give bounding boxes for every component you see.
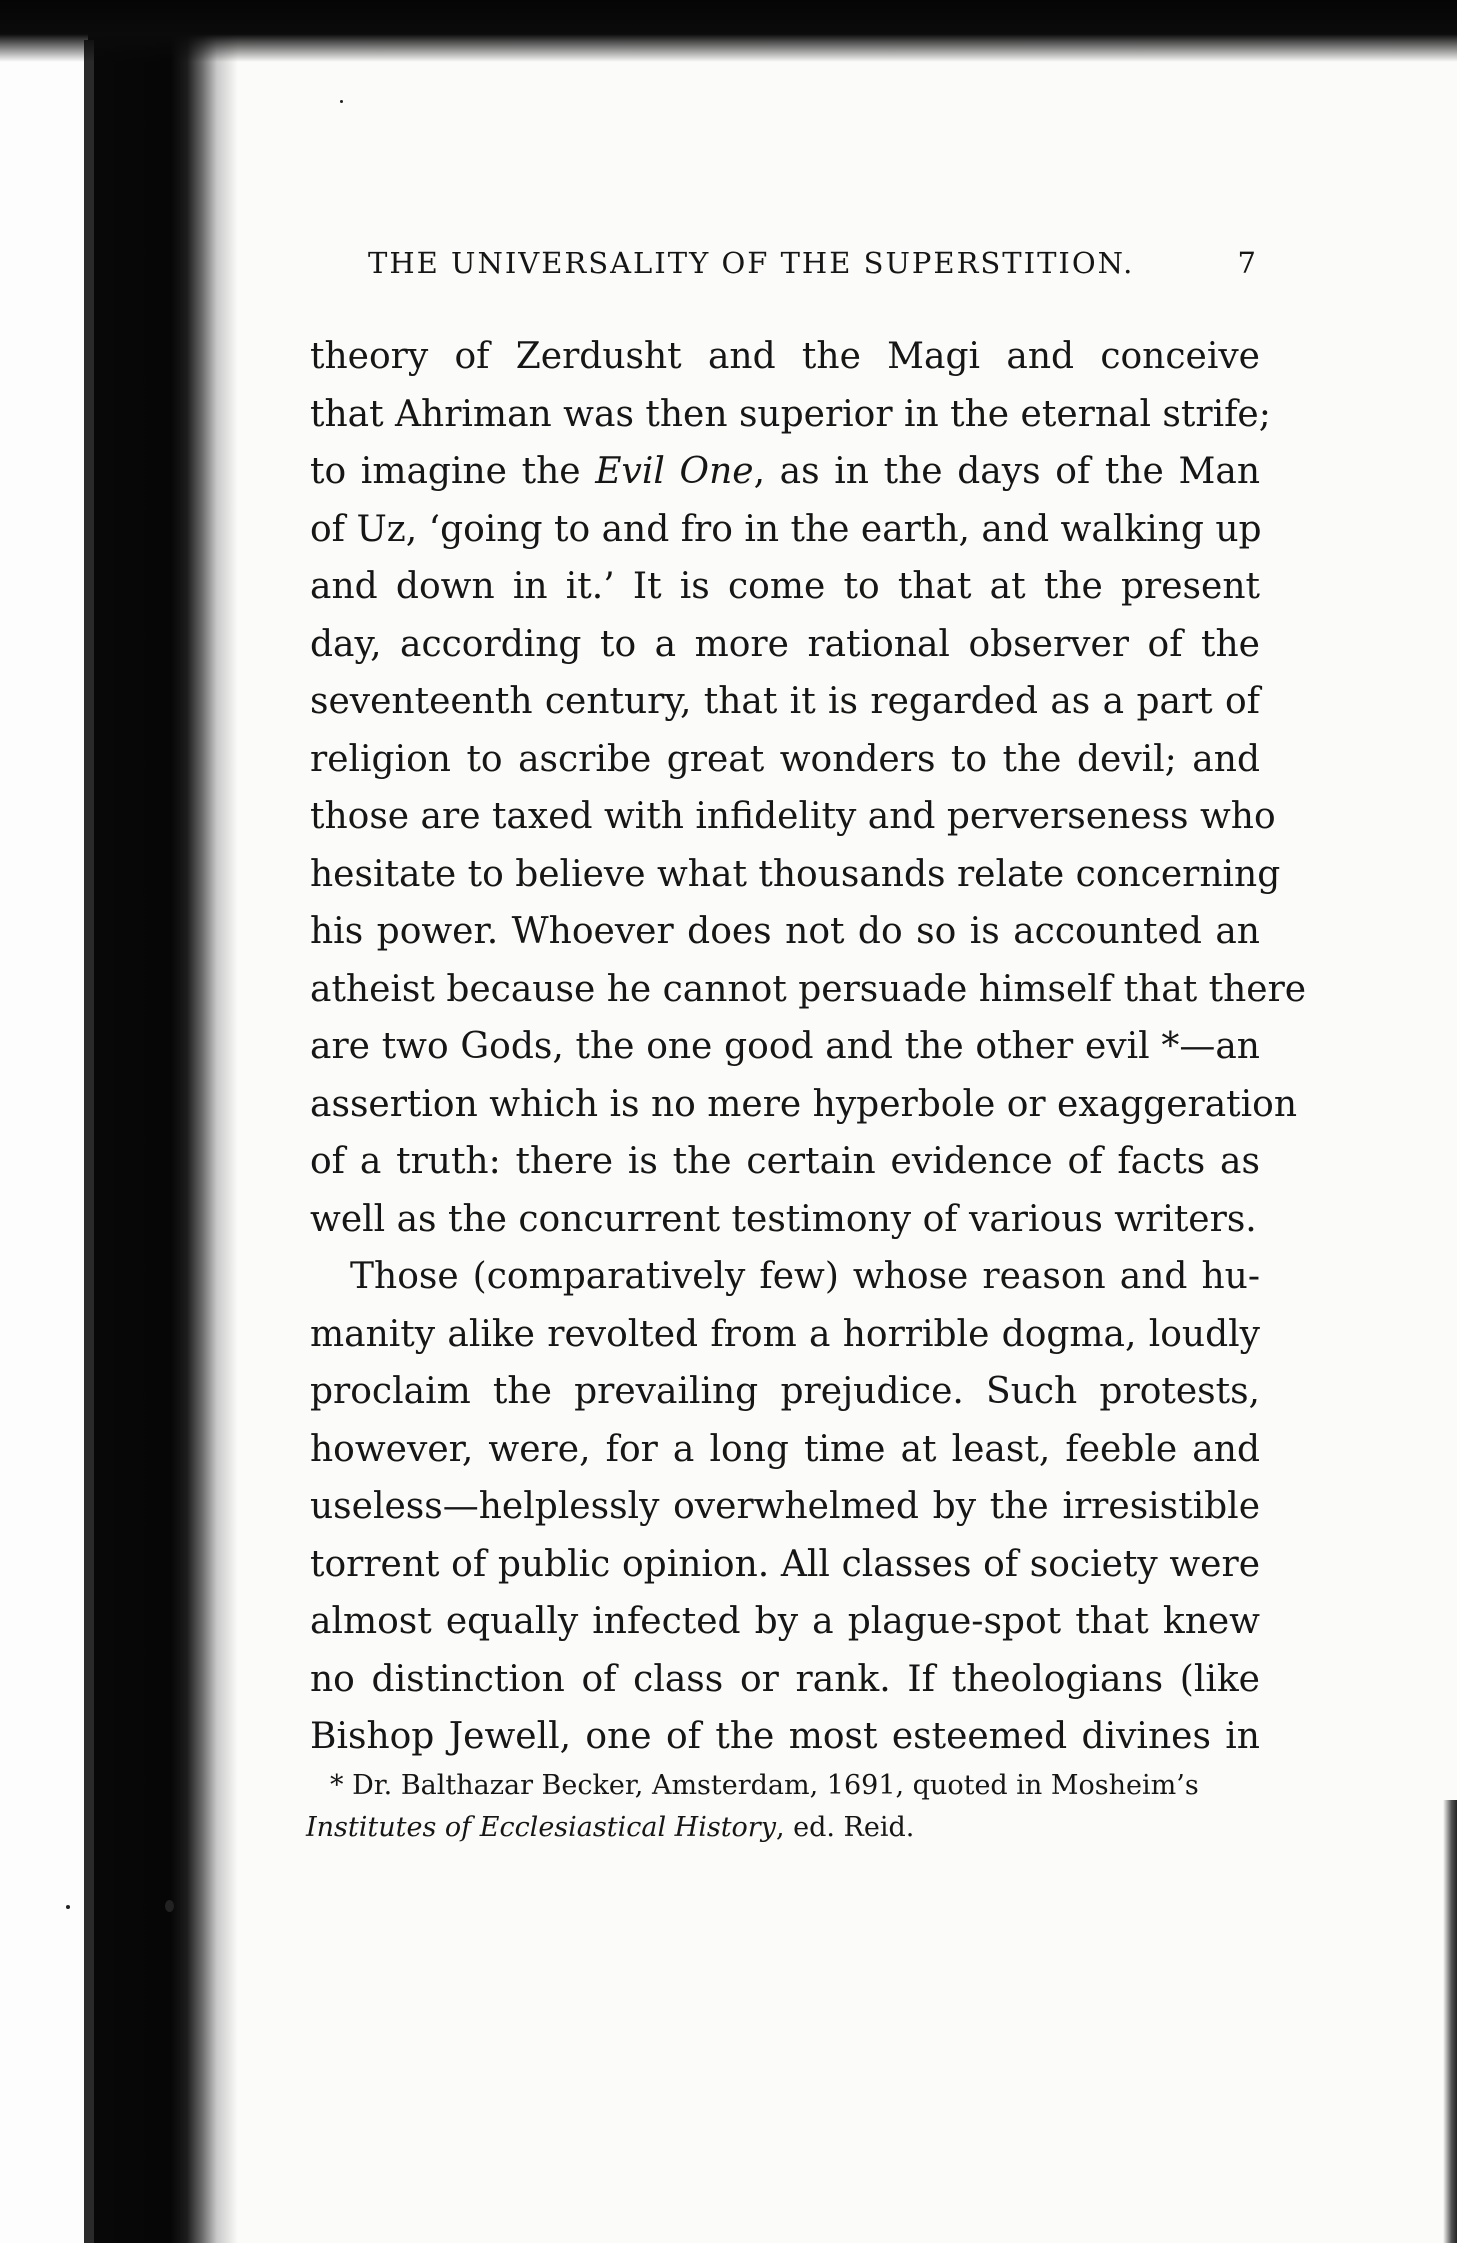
text-run: , as in the days of the Man xyxy=(753,451,1260,492)
text-line: seventeenth century, that it is regarded as a part of xyxy=(310,681,1260,722)
footnote xyxy=(306,1765,1260,1849)
footnote-line xyxy=(306,1807,1260,1849)
gutter-edge xyxy=(84,40,94,2243)
running-head xyxy=(368,246,1258,286)
right-edge-shadow xyxy=(1443,1800,1457,2243)
text-line: his power. Whoever does not do so is accounted an xyxy=(310,911,1260,952)
text-line: day, according to a more rational observer of the xyxy=(310,623,1260,665)
footnote-edition: , ed. Reid. xyxy=(775,1812,915,1843)
text-line: assertion which is no mere hyperbole or exaggeration xyxy=(310,1083,1298,1125)
text-line: of Uz, ‘going to and fro in the earth, and walking up xyxy=(310,508,1262,550)
text-run: to imagine the xyxy=(310,451,596,492)
text-line: proclaim the prevailing prejudice. Such protests, xyxy=(310,1371,1260,1412)
footnote-line: * Dr. Balthazar Becker, Amsterdam, 1691, quoted in Mosheim’s xyxy=(330,1770,1199,1801)
text-line xyxy=(310,443,1260,501)
text-line: that Ahriman was then superior in the eternal strife; xyxy=(310,393,1271,435)
text-line: those are taxed with infidelity and perverseness who xyxy=(310,796,1276,837)
page-number: 7 xyxy=(1237,246,1258,280)
text-line: no distinction of class or rank. If theologians (like xyxy=(310,1658,1260,1700)
ink-speck xyxy=(165,1900,174,1912)
ink-speck xyxy=(66,1905,70,1909)
text-line: Bishop Jewell, one of the most esteemed divines in xyxy=(310,1716,1260,1757)
text-line: hesitate to believe what thousands relate concerning xyxy=(310,853,1281,895)
text-line: are two Gods, the one good and the other evil *—an xyxy=(310,1026,1260,1067)
text-line: almost equally infected by a plague-spot that knew xyxy=(310,1601,1260,1642)
left-margin xyxy=(0,0,95,2243)
text-line: manity alike revolted from a horrible dogma, loudly xyxy=(310,1313,1260,1355)
body-text xyxy=(310,328,1307,1766)
text-line: useless—helplessly overwhelmed by the irresistible xyxy=(310,1486,1260,1527)
text-line: theory of Zerdusht and the Magi and conceive xyxy=(310,336,1260,377)
text-line: of a truth: there is the certain evidence of facts as xyxy=(310,1141,1260,1182)
italic-term: Evil One xyxy=(595,451,754,492)
text-line: torrent of public opinion. All classes of society were xyxy=(310,1543,1260,1585)
text-line: religion to ascribe great wonders to the devil; and xyxy=(310,738,1260,780)
footnote-book-title: Institutes of Ecclesiastical History xyxy=(306,1812,776,1843)
top-scan-shadow xyxy=(0,0,1457,62)
running-head-title: THE UNIVERSALITY OF THE SUPERSTITION. xyxy=(368,246,1135,280)
text-line: atheist because he cannot persuade himself that there xyxy=(310,968,1307,1010)
text-line: well as the concurrent testimony of various writers. xyxy=(310,1198,1257,1240)
ink-speck xyxy=(340,100,343,103)
text-line: and down in it.’ It is come to that at the present xyxy=(310,566,1260,607)
binding-gutter-shadow xyxy=(88,30,238,2243)
paragraph-start-line: Those (comparatively few) whose reason and hu- xyxy=(350,1256,1260,1297)
text-line: however, were, for a long time at least, feeble and xyxy=(310,1428,1260,1470)
